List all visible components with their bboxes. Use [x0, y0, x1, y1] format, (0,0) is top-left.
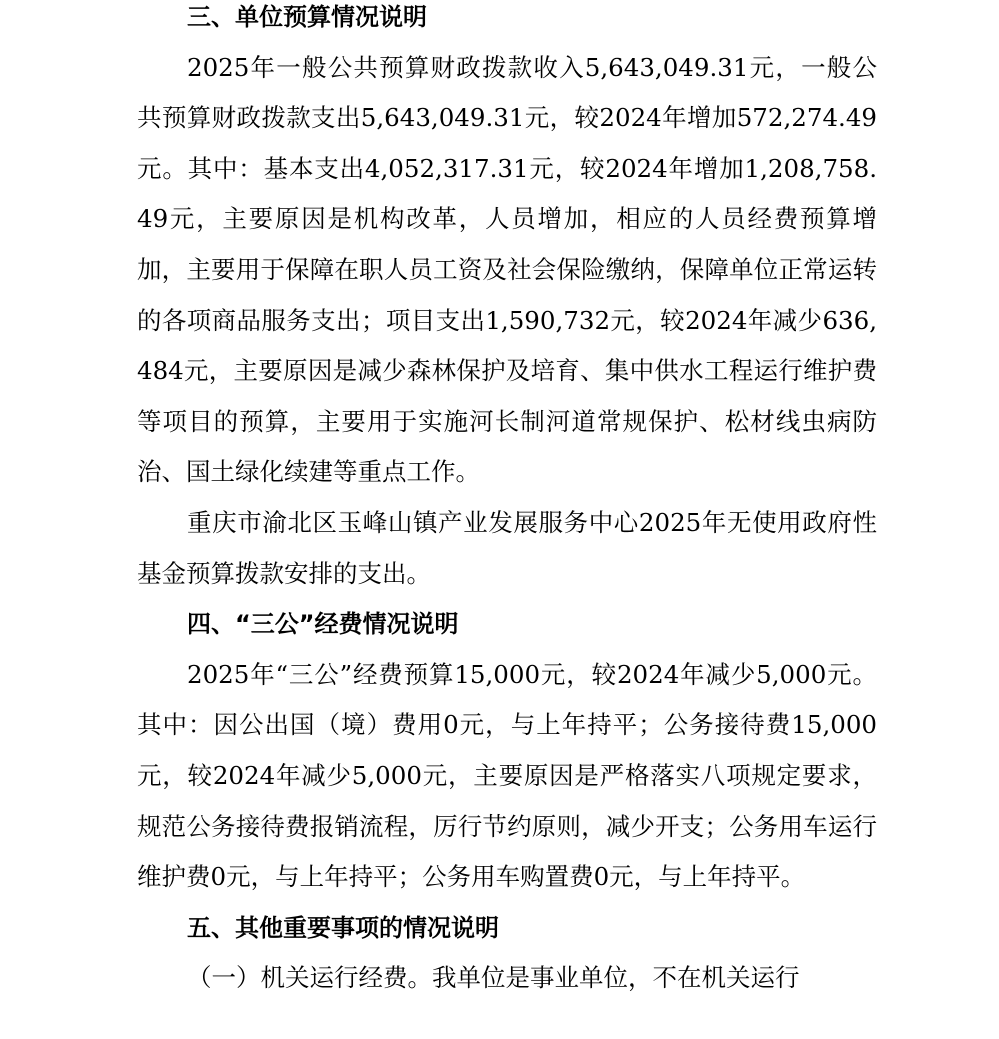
section-heading-budget: 三、单位预算情况说明: [187, 3, 427, 31]
section-heading-other-matters: 五、其他重要事项的情况说明: [187, 913, 499, 942]
section-heading-three-public: 四、“三公”经费情况说明: [187, 610, 459, 639]
paragraph-budget-expenditure: 2025年一般公共预算财政拨款收入5,643,049.31元，一般公共预算财政拨款支出5,643,049.31元，较2024年增加572,274.49元。其中：基本支出4,052,317.31元，较2024年增加1,208,758.49元，主要原因是机构改革，人员增加，相应的人员经费预算增加，主要用于保障在职人员工资及社会保险缴纳，保障单位正常运转的各项商品服务支出；项目支出1,590,732元，较2024年减少636,484元，主要原因是减少森林保护及培育、集中供水工程运行维护费等项目的预算，主要用于实施河长制河道常规保护、松材线虫病防治、国土绿化续建等重点工作。: [137, 52, 877, 487]
paragraph-operating-expenses: （一）机关运行经费。我单位是事业单位，不在机关运行: [187, 963, 800, 993]
paragraph-three-public-expenses: 2025年“三公”经费预算15,000元，较2024年减少5,000元。其中：因公出国（境）费用0元，与上年持平；公务接待费15,000元，较2024年减少5,000元，主要原因是严格落实八项规定要求，规范公务接待费报销流程，厉行节约原则，减少开支；公务用车运行维护费0元，与上年持平；公务用车购置费0元，与上年持平。: [137, 659, 877, 892]
paragraph-government-fund: 重庆市渝北区玉峰山镇产业发展服务中心2025年无使用政府性基金预算拨款安排的支出。: [137, 507, 877, 588]
document-page: [137, 0, 877, 1004]
